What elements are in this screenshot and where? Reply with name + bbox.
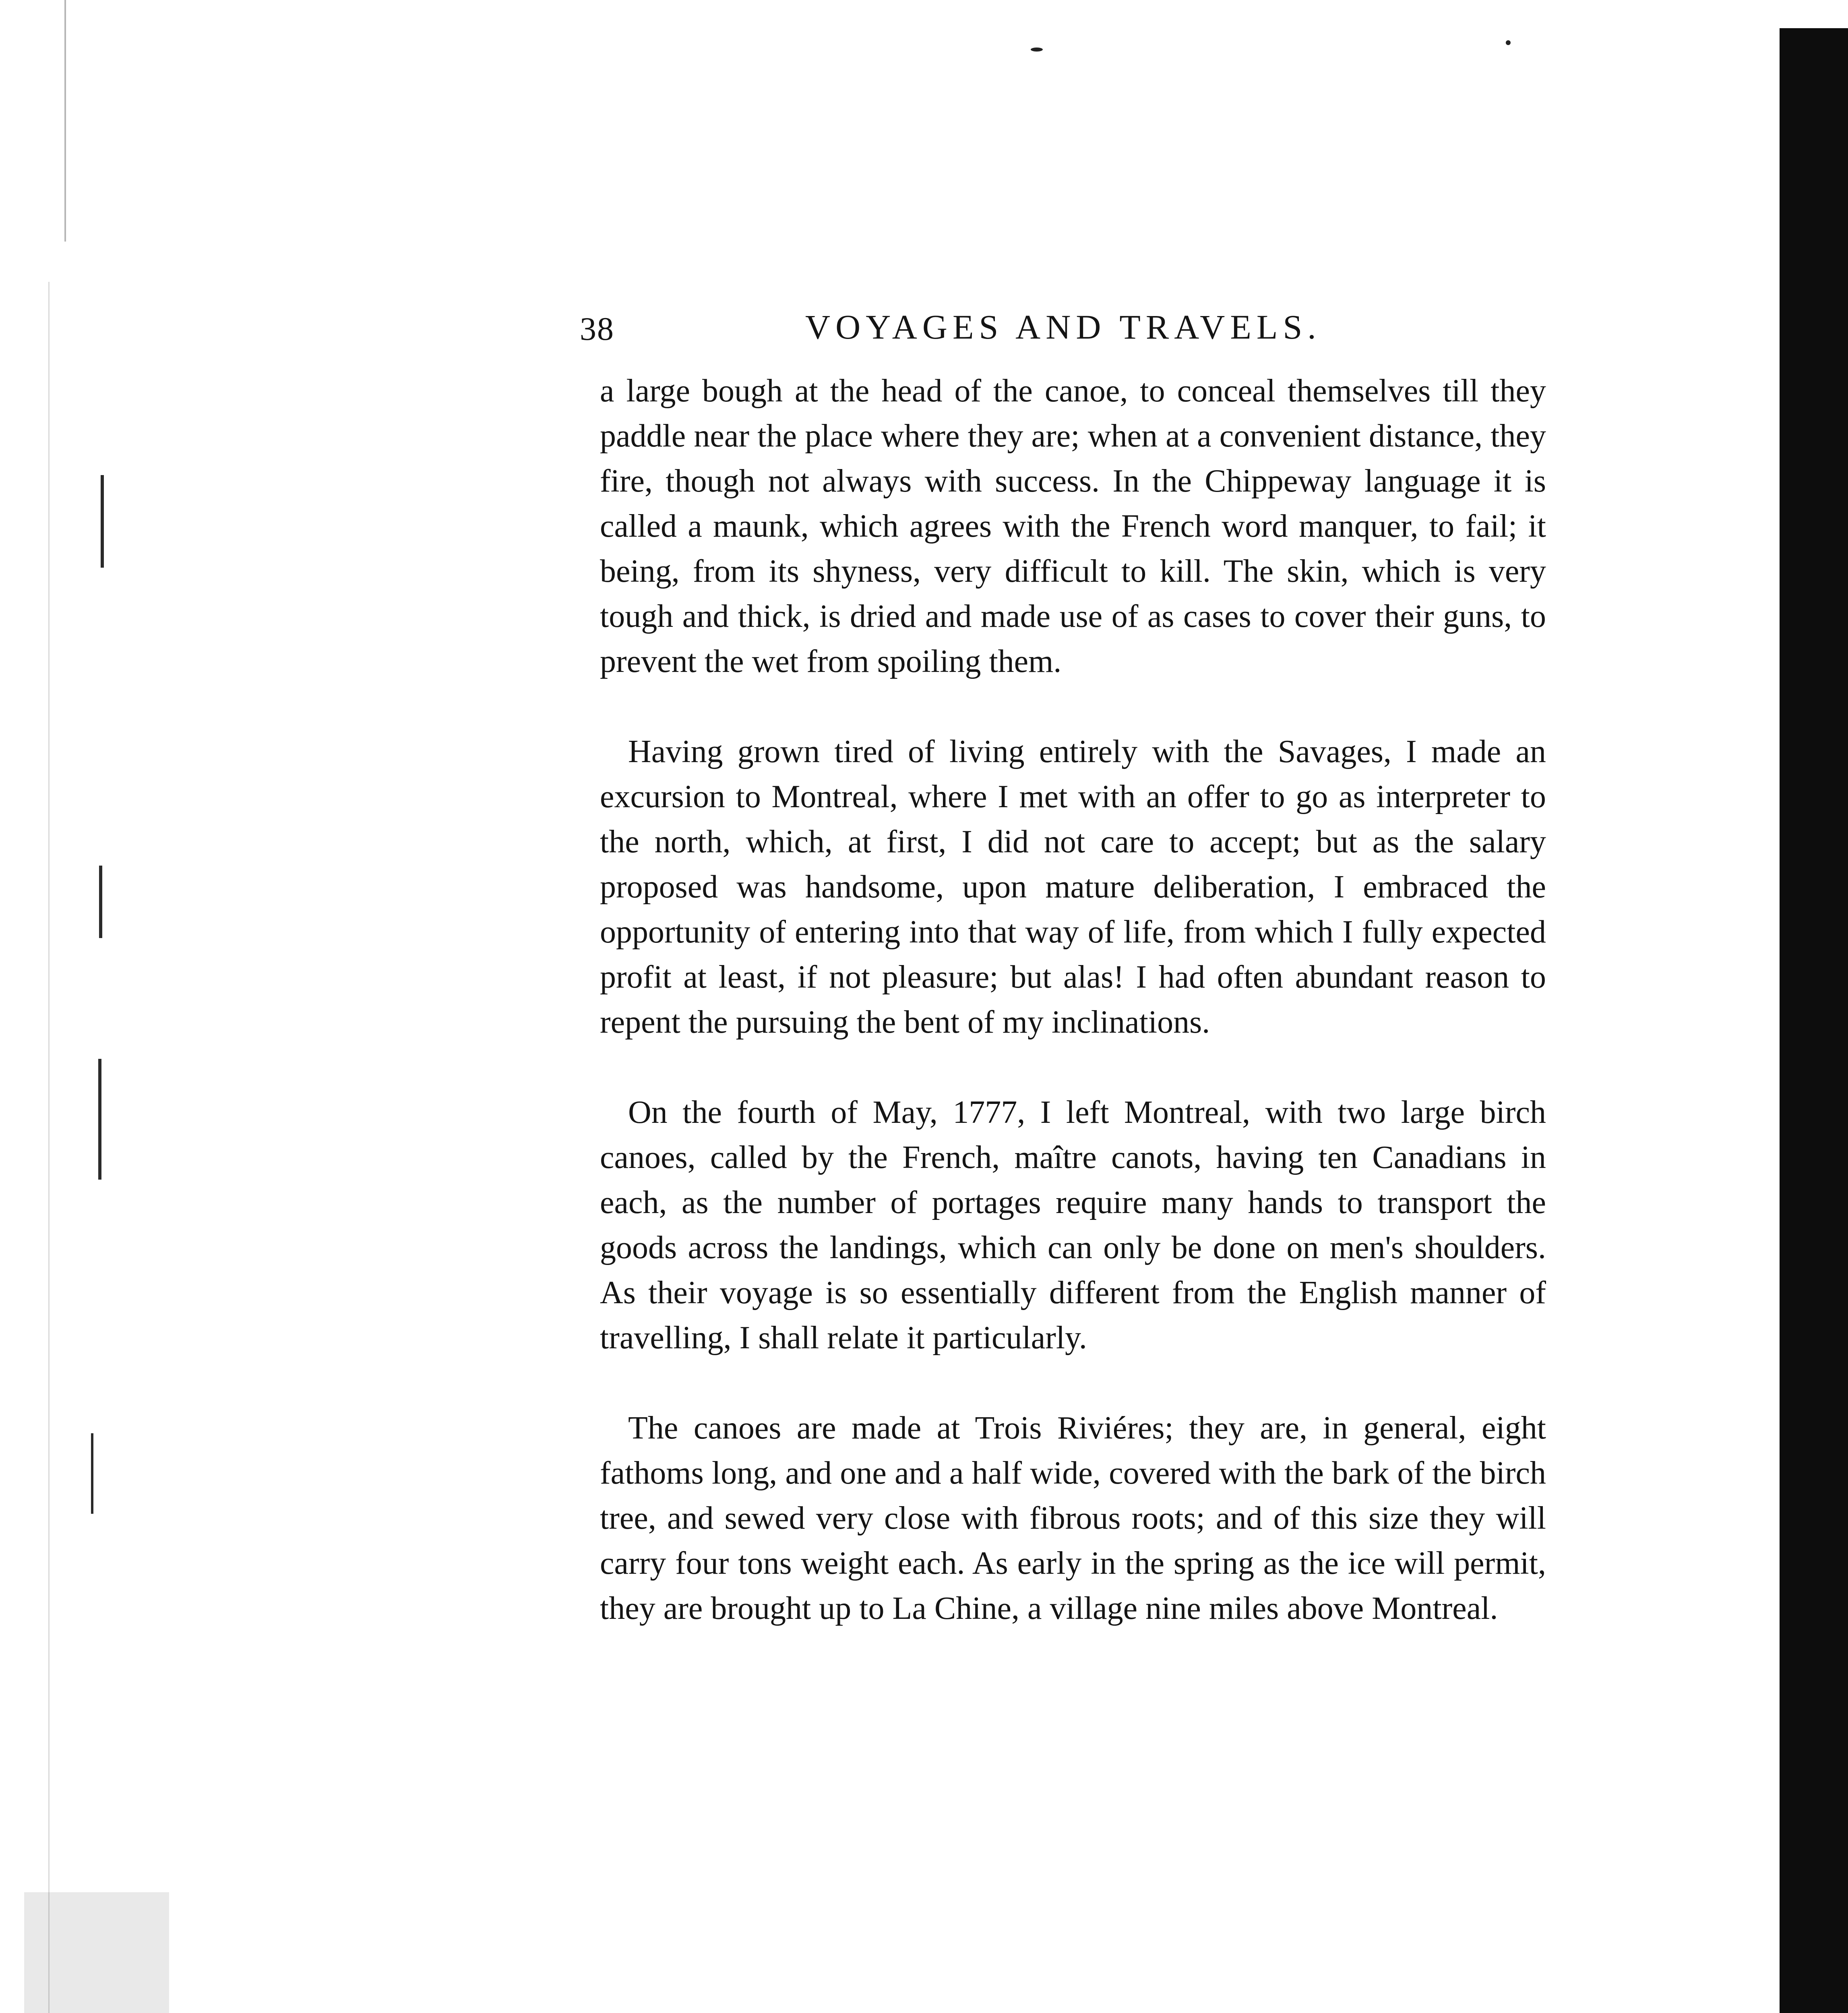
paragraph: a large bough at the head of the canoe, to conceal themselves till they paddle near the place where they are; when at a convenient distance, they fire, though not always with success. In the Chippeway language it is called a maunk, which agrees with the French word manquer, to fail; it being, from its shyness, very difficult to kill. The skin, which is very tough and thick, is dried and made use of as cases to cover their guns, to prevent the wet from spoiling them. bbox=[600, 373, 1546, 679]
paragraph: Having grown tired of living entirely with the Savages, I made an excursion to Montreal, where I met with an offer to go as interpreter to the north, which, at first, I did not care to accept; but as the salary proposed was handsome, upon mature deliberation, I embraced the opportunity of entering into that way of life, from which I fully expected profit at least, if not pleasure; but alas! I had often abundant reason to repent the pursuing the bent of my inclinations. bbox=[600, 734, 1546, 1040]
gutter-mark bbox=[24, 1892, 169, 2013]
running-head bbox=[580, 302, 1562, 358]
gutter-mark bbox=[48, 282, 50, 2013]
gutter-mark bbox=[91, 1433, 93, 1514]
gutter-mark bbox=[99, 866, 102, 938]
gutter-mark bbox=[64, 0, 66, 242]
body-text bbox=[600, 368, 1546, 1676]
gutter-mark bbox=[98, 1059, 101, 1180]
stray-ink-mark bbox=[1506, 40, 1511, 45]
gutter-mark bbox=[101, 475, 104, 568]
binding-shadow bbox=[1780, 28, 1848, 2013]
paragraph: The canoes are made at Trois Riviéres; they are, in general, eight fathoms long, and one and a half wide, covered with the bark of the birch tree, and sewed very close with fibrous roots; and of this size they will carry four tons weight each. As early in the spring as the ice will permit, they are brought up to La Chine, a village nine miles above Montreal. bbox=[600, 1410, 1546, 1626]
stray-ink-mark bbox=[1031, 48, 1043, 52]
page-number: 38 bbox=[580, 310, 614, 347]
scan-gutter-noise bbox=[0, 0, 169, 2013]
page-header-title: VOYAGES AND TRAVELS. bbox=[805, 308, 1321, 346]
paragraph: On the fourth of May, 1777, I left Montreal, with two large birch canoes, called by the French, maître canots, having ten Canadians in each, as the number of portages require many hands to transport the goods across the landings, which can only be done on men's shoulders. As their voyage is so essentially different from the English manner of travelling, I shall relate it particularly. bbox=[600, 1095, 1546, 1356]
